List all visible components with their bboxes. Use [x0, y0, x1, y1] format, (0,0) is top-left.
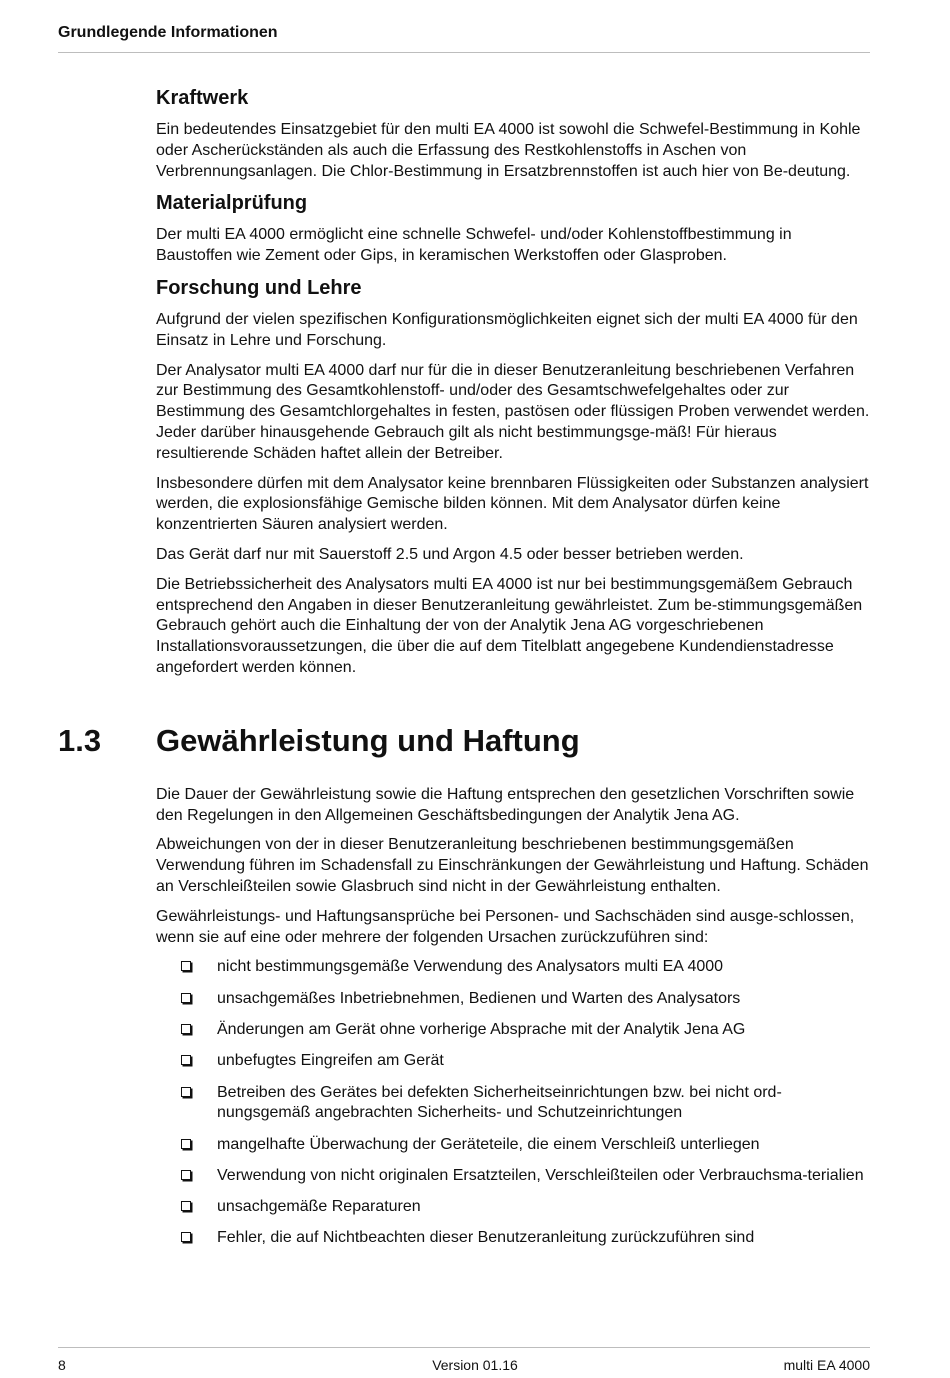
list-item: unsachgemäßes Inbetriebnehmen, Bedienen und Warten des Analysators	[156, 989, 870, 1010]
checkbox-bullet-icon	[181, 993, 191, 1003]
paragraph: Der Analysator multi EA 4000 darf nur für die in dieser Benutzeranleitung beschriebenen Verfahren zur Bestimmung des Gesamtkohlenstoff- und/oder des Gesamtschwefelgehaltes oder zur Bestimmung des Gesamtchlorgehaltes in festen, pastösen oder flüssigen Proben verwendet werden. Jeder darüber hinausgehende Gebrauch gilt als nicht bestimmungsge-mäß! Für hieraus resultierende Schäden haftet allein der Betreiber.	[156, 361, 870, 462]
cause-list	[156, 957, 870, 1249]
page-number: 8	[58, 1357, 66, 1373]
product-label: multi EA 4000	[783, 1357, 870, 1373]
checkbox-bullet-icon	[181, 1201, 191, 1211]
chapter-heading	[58, 722, 870, 759]
paragraph: Die Dauer der Gewährleistung sowie die Haftung entsprechen den gesetzlichen Vorschriften sowie den Regelungen in den Allgemeinen Geschäftsbedingungen der Analytik Jena AG.	[156, 785, 855, 824]
list-item: Änderungen am Gerät ohne vorherige Absprache mit der Analytik Jena AG	[156, 1020, 870, 1041]
footer-divider	[58, 1347, 870, 1348]
paragraph: Die Betriebssicherheit des Analysators multi EA 4000 ist nur bei bestimmungsgemäßem Gebrauch entsprechend den Angaben in dieser Benutzeranleitung gewährleistet. Zum be-stimmungsgemäßen Gebrauch gehört auch die Einhaltung der von der Analytik Jena AG vorgeschriebenen Installationsvoraussetzungen, die über die auf dem Titelblatt angegebene Kundendienstadresse angefordert werden können.	[156, 575, 863, 676]
paragraph: Das Gerät darf nur mit Sauerstoff 2.5 und Argon 4.5 oder besser betrieben werden.	[156, 545, 744, 563]
page-content	[58, 86, 870, 1260]
checkbox-bullet-icon	[181, 1139, 191, 1149]
list-item: Fehler, die auf Nichtbeachten dieser Benutzeranleitung zurückzuführen sind	[156, 1228, 870, 1249]
paragraph: Insbesondere dürfen mit dem Analysator keine brennbaren Flüssigkeiten oder Substanzen analysiert werden, die explosionsfähige Gemische bilden können. Mit dem Analysator dürfen keine konzentrierten Säuren analysiert werden.	[156, 474, 869, 534]
version-label: Version 01.16	[432, 1357, 518, 1373]
checkbox-bullet-icon	[181, 1232, 191, 1242]
heading-materialpruefung: Materialprüfung	[156, 192, 308, 215]
list-item: nicht bestimmungsgemäße Verwendung des Analysators multi EA 4000	[156, 957, 870, 978]
checkbox-bullet-icon	[181, 961, 191, 971]
checkbox-bullet-icon	[181, 1024, 191, 1034]
checkbox-bullet-icon	[181, 1055, 191, 1065]
paragraph: Aufgrund der vielen spezifischen Konfigurationsmöglichkeiten eignet sich der multi EA 4000 für den Einsatz in Lehre und Forschung.	[156, 310, 858, 349]
list-item: Betreiben des Gerätes bei defekten Sicherheitseinrichtungen bzw. bei nicht ord-nungsgemäß angebrachten Sicherheits- und Schutzeinrichtungen	[156, 1083, 870, 1125]
list-item: unbefugtes Eingreifen am Gerät	[156, 1051, 870, 1072]
checkbox-bullet-icon	[181, 1170, 191, 1180]
paragraph: Abweichungen von der in dieser Benutzeranleitung beschriebenen bestimmungsgemäßen Verwendung führen im Schadensfall zu Einschränkungen der Gewährleistung und Haftung. Schäden an Verschleißteilen sowie Glasbruch sind nicht in der Gewährleistung enthalten.	[156, 836, 869, 895]
chapter-number: 1.3	[58, 722, 102, 758]
heading-forschung: Forschung und Lehre	[156, 276, 362, 299]
list-item: Verwendung von nicht originalen Ersatzteilen, Verschleißteilen oder Verbrauchsma-terialien	[156, 1166, 870, 1187]
chapter-title: Gewährleistung und Haftung	[156, 722, 580, 758]
paragraph: Gewährleistungs- und Haftungsansprüche bei Personen- und Sachschäden sind ausge-schlossen, wenn sie auf eine oder mehrere der folgenden Ursachen zurückzuführen sind:	[156, 907, 855, 946]
paragraph: Ein bedeutendes Einsatzgebiet für den multi EA 4000 ist sowohl die Schwefel-Bestimmung in Kohle oder Ascherückständen als auch die Erfassung des Restkohlenstoffs in Aschen von Verbrennungsanlagen. Die Chlor-Bestimmung in Ersatzbrennstoffen ist auch hier von Be-deutung.	[156, 121, 861, 180]
header-divider	[58, 52, 870, 53]
list-item: mangelhafte Überwachung der Geräteteile, die einem Verschleiß unterliegen	[156, 1135, 870, 1156]
running-header: Grundlegende Informationen	[58, 24, 278, 41]
heading-kraftwerk: Kraftwerk	[156, 87, 249, 109]
checkbox-bullet-icon	[181, 1087, 191, 1097]
paragraph: Der multi EA 4000 ermöglicht eine schnelle Schwefel- und/oder Kohlenstoffbestimmung in Baustoffen wie Zement oder Gips, in keramischen Werkstoffen oder Glasproben.	[156, 226, 792, 265]
list-item: unsachgemäße Reparaturen	[156, 1197, 870, 1218]
